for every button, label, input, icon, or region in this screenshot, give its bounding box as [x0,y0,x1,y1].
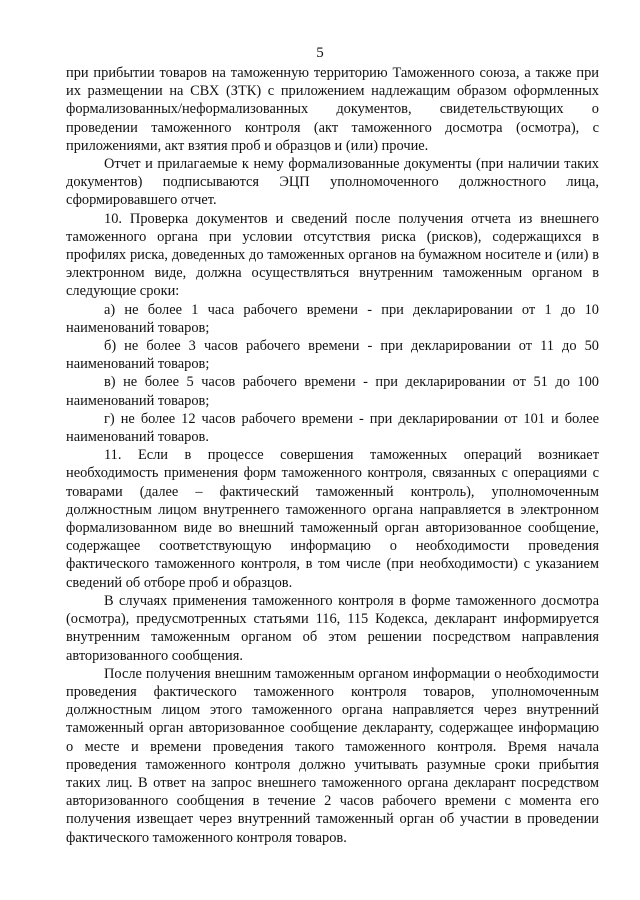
paragraph-inspection-cases: В случаях применения таможенного контроля в форме таможенного досмотра (осмотра), предусмотренных статьями 116, 115 Кодекса, декларант информируется внутренним таможенным органом об этом решении посредством направления авторизованного сообщения. [66,592,599,664]
paragraph-after-receipt: После получения внешним таможенным органом информации о необходимости проведения фактического таможенного контроля товаров, уполномоченным должностным лицом этого таможенного органа направляется через внутренний таможенный орган авторизованное сообщение декларанту, содержащее информацию о месте и времени проведения такого таможенного контроля. Время начала проведения таможенного контроля должно учитывать разумные сроки прибытия таких лиц. В ответ на запрос внешнего таможенного органа декларант посредством авторизованного сообщения в течение 2 часов рабочего времени с момента его получения извещает через внутренний таможенный орган об участии в проведении фактического таможенного контроля товаров. [66,665,599,846]
document-body [66,64,599,847]
paragraph-report-signature: Отчет и прилагаемые к нему формализованные документы (при наличии таких документов) подписываются ЭЦП уполномоченного должностного лица, сформировавшего отчет. [66,156,599,209]
page-number: 5 [316,45,324,61]
paragraph-item-10-v: в) не более 5 часов рабочего времени - при декларировании от 51 до 100 наименований товаров; [66,374,599,409]
paragraph-continuation: при прибытии товаров на таможенную территорию Таможенного союза, а также при их размещении на СВХ (ЗТК) с приложением надлежащим образом оформленных формализованных/неформализованных документов, свидетельствующих о проведении таможенного контроля (акт таможенного досмотра (осмотра), с приложениями, акт взятия проб и образцов и (или) прочие. [66,65,599,154]
paragraph-item-11: 11. Если в процессе совершения таможенных операций возникает необходимость применения форм таможенного контроля, связанных с операциями с товарами (далее – фактический таможенный контроль), уполномоченным должностным лицом внутреннего таможенного органа направляется в электронном формализованном виде во внешний таможенный орган авторизованное сообщение, содержащее соответствующую информацию о необходимости проведения фактического таможенного контроля, в том числе (при необходимости) с указанием сведений об отборе проб и образцов. [66,447,599,591]
paragraph-item-10-a: а) не более 1 часа рабочего времени - при декларировании от 1 до 10 наименований товаров; [66,301,599,336]
paragraph-item-10: 10. Проверка документов и сведений после получения отчета из внешнего таможенного органа при условии отсутствия риска (рисков), содержащихся в профилях риска, доведенных до таможенных органов на бумажном носителе и (или) в электронном виде, должна осуществляться внутренним таможенным органом в следующие сроки: [66,210,599,300]
paragraph-item-10-g: г) не более 12 часов рабочего времени - при декларировании от 101 и более наименований товаров. [66,410,599,446]
paragraph-item-10-b: б) не более 3 часов рабочего времени - при декларировании от 11 до 50 наименований товаров; [66,338,599,373]
